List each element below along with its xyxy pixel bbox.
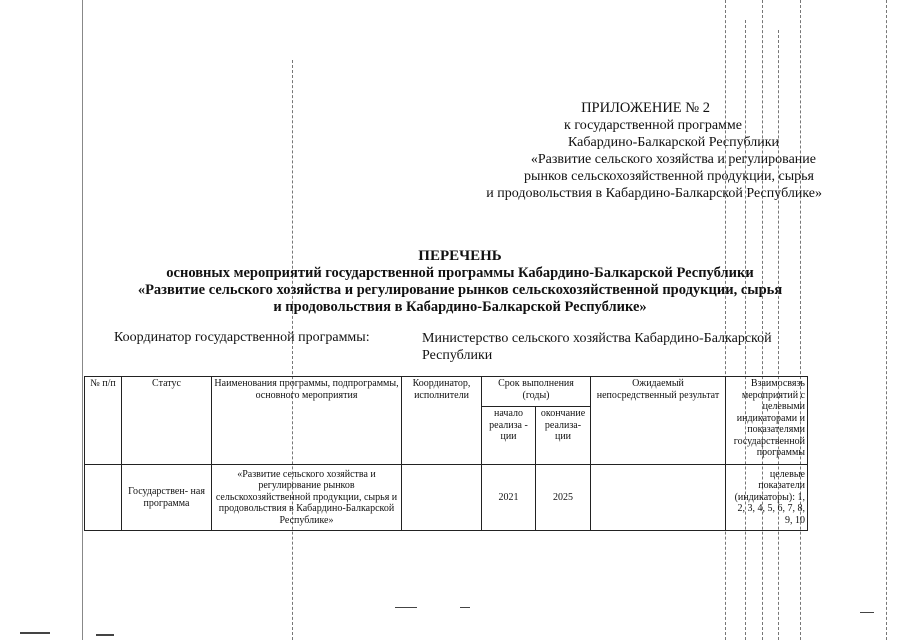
appendix-title: ПРИЛОЖЕНИЕ № 2: [581, 100, 710, 116]
row-num: [85, 465, 122, 531]
scan-artifact-line: [800, 0, 801, 640]
header-link: Взаимосвязь мероприятий с целевыми индикаторами и показателями государственной программы: [726, 377, 808, 465]
heading-line: и продовольствия в Кабардино-Балкарской Республике»: [273, 299, 647, 315]
header-result: Ожидаемый непосредственный результат: [591, 377, 726, 465]
appendix-line: к государственной программе: [564, 118, 742, 133]
header-num: № п/п: [85, 377, 122, 465]
scan-artifact-line: [886, 0, 887, 640]
scan-speck: [395, 607, 417, 608]
heading-title: ПЕРЕЧЕНЬ: [418, 248, 502, 264]
heading-line: «Развитие сельского хозяйства и регулирование рынков сельскохозяйственной продукции, сырья: [137, 282, 783, 298]
scan-margin-line: [82, 0, 83, 640]
scan-artifact-line: [725, 0, 726, 640]
table-row: [85, 465, 808, 531]
row-status: Государствен- ная программа: [122, 465, 212, 531]
appendix-line: и продовольствия в Кабардино-Балкарской Республике»: [486, 186, 822, 201]
heading-line: основных мероприятий государственной программы Кабардино-Балкарской Республики: [166, 265, 754, 281]
coordinator-label: Координатор государственной программы:: [114, 330, 370, 345]
scan-speck: [460, 607, 470, 608]
header-term-end: окончание реализа- ции: [536, 407, 591, 465]
table-header-row: [85, 377, 808, 407]
appendix-line: Кабардино-Балкарской Республики: [568, 135, 779, 150]
row-coordinator: [402, 465, 482, 531]
row-name: «Развитие сельского хозяйства и регулирование рынков сельскохозяйственной продукции, сырья и продовольствия в Кабардино-Балкарской Республике»: [212, 465, 402, 531]
row-result: [591, 465, 726, 531]
appendix-line: «Развитие сельского хозяйства и регулирование: [530, 152, 816, 167]
coordinator-value: Министерство сельского хозяйства Кабардино-Балкарской Республики: [422, 331, 772, 363]
scan-speck: [96, 634, 114, 636]
row-link: целевые показатели (индикаторы): 1, 2, 3, 4, 5, 6, 7, 8, 9, 10: [726, 465, 808, 531]
header-term: Срок выполнения (годы): [482, 377, 591, 407]
row-start: 2021: [482, 465, 536, 531]
header-name: Наименования программы, подпрограммы, основного мероприятия: [212, 377, 402, 465]
scan-artifact-line: [292, 60, 293, 640]
header-coordinator: Координатор, исполнители: [402, 377, 482, 465]
document-heading: [90, 248, 830, 316]
header-term-start: начало реализа - ции: [482, 407, 536, 465]
row-end: 2025: [536, 465, 591, 531]
header-status: Статус: [122, 377, 212, 465]
scan-speck: [20, 632, 50, 634]
measures-table: [84, 376, 808, 531]
scan-speck: [860, 612, 874, 613]
scan-artifact-line: [762, 0, 763, 640]
appendix-line: рынков сельскохозяйственной продукции, сырья: [524, 169, 814, 184]
appendix-block: [440, 100, 822, 202]
